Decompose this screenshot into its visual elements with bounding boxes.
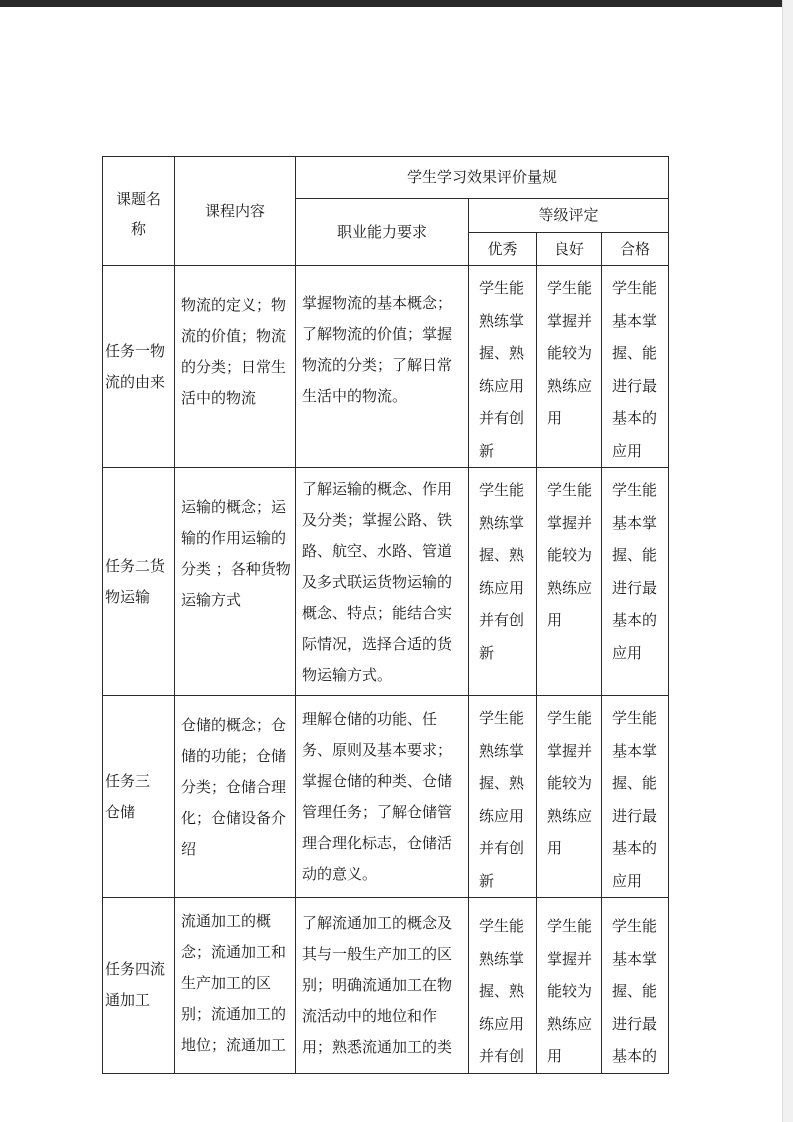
header-grade-rating <box>469 199 669 233</box>
table-row <box>103 468 669 696</box>
header-evaluation-title-label: 学生学习效果评价量规 <box>406 168 557 186</box>
pass-text: 学生能基本掌握、能进行最基本的应用 <box>612 709 658 890</box>
header-course-content-label: 课程内容 <box>204 201 265 220</box>
course-content: 流通加工的概念；流通加工和生产加工的区别；流通加工的地位；流通加工 <box>181 912 287 1054</box>
topic-name: 任务二货物运输 <box>105 556 166 606</box>
header-career-ability <box>296 199 469 266</box>
header-excellent <box>469 233 537 266</box>
header-course-content <box>175 157 296 266</box>
topic-name: 任务三仓储 <box>105 771 151 821</box>
good-cell <box>537 898 602 1074</box>
excellent-cell <box>469 696 537 898</box>
pass-text: 学生能基本掌握、能进行最基本的应用 <box>612 481 658 662</box>
header-evaluation-title <box>296 157 669 199</box>
course-content: 物流的定义；物流的价值；物流的分类；日常生活中的物流 <box>181 296 287 407</box>
excellent-text: 学生能熟练掌握、熟练应用并有创新 <box>479 279 525 460</box>
good-cell <box>537 468 602 696</box>
topic-name-cell <box>103 468 175 696</box>
good-cell <box>537 696 602 898</box>
header-topic-name <box>103 157 175 266</box>
excellent-text: 学生能熟练掌握、熟练应用并有创新 <box>479 481 525 662</box>
topic-name-cell <box>103 266 175 468</box>
table-row <box>103 898 669 1074</box>
course-content-cell <box>175 468 296 696</box>
scan-right-edge <box>783 0 793 1122</box>
scan-top-edge <box>0 0 793 7</box>
excellent-cell <box>469 898 537 1074</box>
good-cell <box>537 266 602 468</box>
good-text: 学生能掌握并能较为熟练应用 <box>547 481 593 629</box>
pass-cell <box>602 898 669 1074</box>
pass-cell <box>602 266 669 468</box>
requirement-text: 了解运输的概念、作用及分类；掌握公路、铁路、航空、水路、管道及多式联运货物运输的概念、特点；能结合实际情况，选择合适的货物运输方式。 <box>302 480 453 684</box>
requirement-cell <box>296 696 469 898</box>
header-excellent-label: 优秀 <box>487 239 518 258</box>
requirement-cell <box>296 468 469 696</box>
header-good <box>537 233 602 266</box>
requirement-text: 了解流通加工的概念及其与一般生产加工的区别；明确流通加工在物流活动中的地位和作用；熟悉流通加工的类 <box>302 914 453 1056</box>
course-content-cell <box>175 898 296 1074</box>
topic-name-cell <box>103 898 175 1074</box>
excellent-text: 学生能熟练掌握、熟练应用并有创新 <box>479 709 525 890</box>
excellent-cell <box>469 468 537 696</box>
good-text: 学生能掌握并能较为熟练应用 <box>547 709 593 857</box>
good-text: 学生能掌握并能较为熟练应用 <box>547 917 593 1065</box>
table-row <box>103 696 669 898</box>
pass-cell <box>602 468 669 696</box>
header-pass-label: 合格 <box>619 239 650 258</box>
pass-text: 学生能基本掌握、能进行最基本的 <box>612 917 658 1065</box>
pass-text: 学生能基本掌握、能进行最基本的应用 <box>612 279 658 460</box>
topic-name: 任务一物流的由来 <box>105 341 166 391</box>
header-topic-name-label: 课题名称 <box>115 190 161 238</box>
requirement-cell <box>296 898 469 1074</box>
header-row-1 <box>103 157 669 199</box>
course-content-cell <box>175 266 296 468</box>
header-pass <box>602 233 669 266</box>
requirement-text: 理解仓储的功能、任务、原则及基本要求；掌握仓储的种类、仓储管理任务；了解仓储管理合理化标志，仓储活动的意义。 <box>302 710 453 883</box>
header-grade-rating-label: 等级评定 <box>538 206 599 224</box>
header-good-label: 良好 <box>553 239 584 258</box>
good-text: 学生能掌握并能较为熟练应用 <box>547 279 593 427</box>
excellent-text: 学生能熟练掌握、熟练应用并有创 <box>479 917 525 1065</box>
pass-cell <box>602 696 669 898</box>
course-content: 仓储的概念；仓储的功能；仓储分类；仓储合理化；仓储设备介绍 <box>181 716 287 858</box>
topic-name-cell <box>103 696 175 898</box>
requirement-cell <box>296 266 469 468</box>
topic-name: 任务四流通加工 <box>105 960 166 1010</box>
table-row <box>103 266 669 468</box>
evaluation-rubric-table <box>102 156 669 1074</box>
excellent-cell <box>469 266 537 468</box>
course-content: 运输的概念；运输的作用运输的分类 ；各种货物运输方式 <box>181 498 291 609</box>
header-career-ability-label: 职业能力要求 <box>336 222 427 241</box>
course-content-cell <box>175 696 296 898</box>
requirement-text: 掌握物流的基本概念；了解物流的价值；掌握物流的分类；了解日常生活中的物流。 <box>302 294 453 405</box>
